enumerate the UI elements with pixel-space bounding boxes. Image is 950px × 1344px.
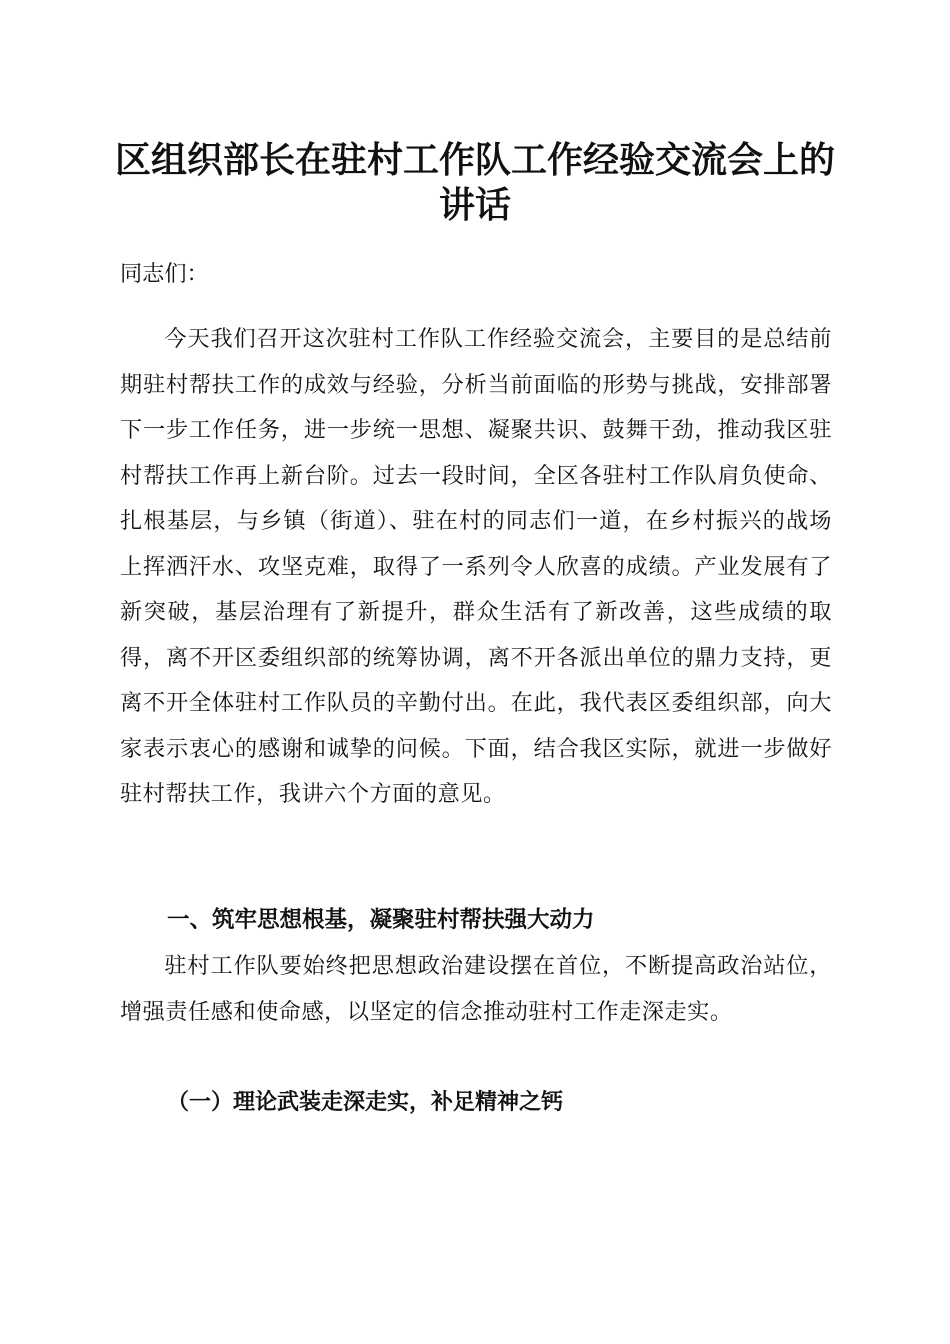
paragraph-section-1-intro: 驻村工作队要始终把思想政治建设摆在首位，不断提高政治站位，增强责任感和使命感，以坚定的信念推动驻村工作走深走实。 [120, 953, 832, 1025]
document-title-line-1: 区组织部长在驻村工作队工作经验交流会上的 [114, 139, 835, 181]
salutation: 同志们： [120, 261, 209, 287]
document-title-line-2: 讲话 [438, 184, 511, 226]
section-heading-1: 一、筑牢思想根基，凝聚驻村帮扶强大动力 [167, 907, 595, 933]
subsection-heading-1: （一）理论武装走深走实，补足精神之钙 [167, 1089, 564, 1115]
paragraph-opening: 今天我们召开这次驻村工作队工作经验交流会，主要目的是总结前期驻村帮扶工作的成效与经验，分析当前面临的形势与挑战，安排部署下一步工作任务，进一步统一思想、凝聚共识、鼓舞干劲，推动我区驻村帮扶工作再上新台阶。过去一段时间，全区各驻村工作队肩负使命、扎根基层，与乡镇（街道）、驻在村的同志们一道，在乡村振兴的战场上挥洒汗水、攻坚克难，取得了一系列令人欣喜的成绩。产业发展有了新突破，基层治理有了新提升，群众生活有了新改善，这些成绩的取得，离不开区委组织部的统筹协调，离不开各派出单位的鼎力支持，更离不开全体驻村工作队员的辛勤付出。在此，我代表区委组织部，向大家表示衷心的感谢和诚挚的问候。下面，结合我区实际，就进一步做好驻村帮扶工作，我讲六个方面的意见。 [120, 326, 832, 807]
